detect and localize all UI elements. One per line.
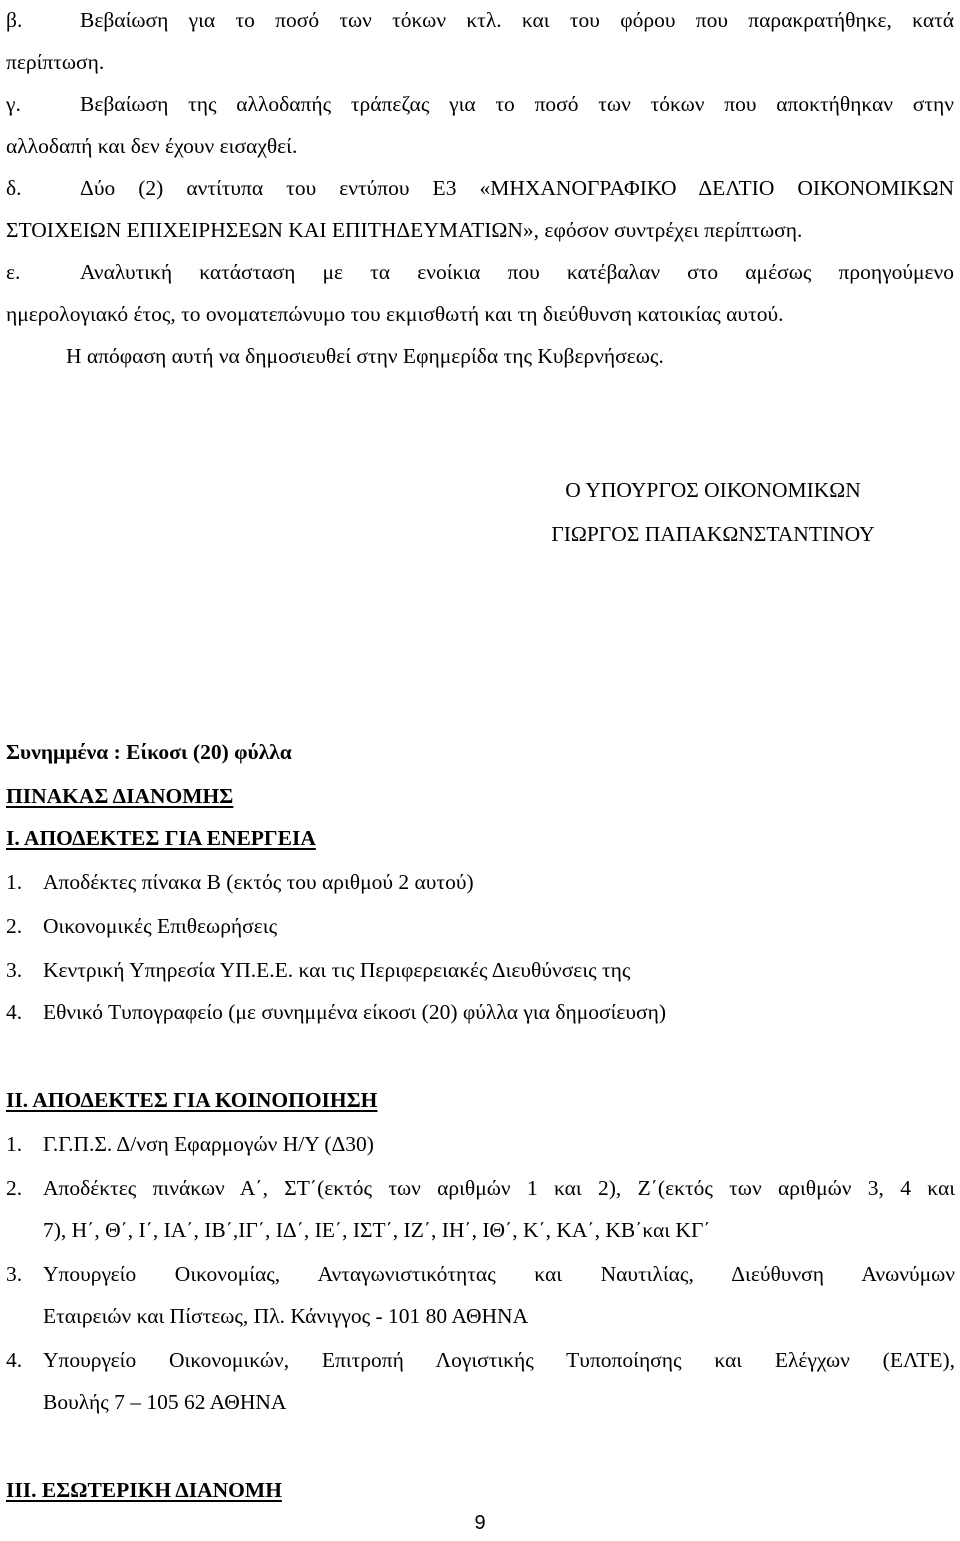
signature-title: Ο ΥΠΟΥΡΓΟΣ ΟΙΚΟΝΟΜΙΚΩΝ	[565, 478, 861, 502]
list-item: Εταιρειών και Πίστεως, Πλ. Κάνιγγος - 101 80 ΑΘΗΝΑ	[43, 1304, 529, 1328]
page-number: 9	[474, 1512, 486, 1534]
item-text: Αναλυτική κατάσταση με τα ενοίκια που κατέβαλαν στο αμέσως προηγούμενο	[80, 260, 954, 284]
list-number: 4.	[6, 1000, 23, 1024]
list-number: 3.	[6, 1262, 23, 1286]
item-marker: ε.	[6, 260, 21, 284]
list-item: Οικονομικές Επιθεωρήσεις	[43, 914, 278, 938]
item-text: αλλοδαπή και δεν έχουν εισαχθεί.	[6, 134, 298, 158]
item-text: Βεβαίωση της αλλοδαπής τράπεζας για το ποσό των τόκων που αποκτήθηκαν στην	[80, 92, 954, 116]
list-item: Αποδέκτες πινάκων Α΄, ΣΤ΄(εκτός των αριθμών 1 και 2), Ζ΄(εκτός των αριθμών 3, 4 και	[43, 1176, 955, 1200]
list-number: 1.	[6, 1132, 23, 1156]
section-heading: Ι. ΑΠΟΔΕΚΤΕΣ ΓΙΑ ΕΝΕΡΓΕΙΑ	[6, 826, 316, 850]
list-item: Εθνικό Τυπογραφείο (με συνημμένα είκοσι (20) φύλλα για δημοσίευση)	[43, 1000, 667, 1024]
list-item: Αποδέκτες πίνακα Β (εκτός του αριθμού 2 αυτού)	[43, 870, 474, 894]
list-item: Βουλής 7 – 105 62 ΑΘΗΝΑ	[43, 1390, 287, 1414]
item-text: περίπτωση.	[6, 50, 105, 74]
section-heading: ΙΙΙ. ΕΣΩΤΕΡΙΚΗ ΔΙΑΝΟΜΗ	[6, 1478, 282, 1502]
distribution-title: ΠΙΝΑΚΑΣ ΔΙΑΝΟΜΗΣ	[6, 784, 234, 808]
section-heading: ΙΙ. ΑΠΟΔΕΚΤΕΣ ΓΙΑ ΚΟΙΝΟΠΟΙΗΣΗ	[6, 1088, 378, 1112]
item-marker: δ.	[6, 176, 22, 200]
list-number: 3.	[6, 958, 23, 982]
signature-name: ΓΙΩΡΓΟΣ ΠΑΠΑΚΩΝΣΤΑΝΤΙΝΟΥ	[551, 522, 875, 546]
item-text: Δύο (2) αντίτυπα του εντύπου Ε3 «ΜΗΧΑΝΟΓΡΑΦΙΚΟ ΔΕΛΤΙΟ ΟΙΚΟΝΟΜΙΚΩΝ	[80, 176, 954, 200]
item-marker: β.	[6, 8, 23, 32]
list-item: Υπουργείο Οικονομίας, Ανταγωνιστικότητας και Ναυτιλίας, Διεύθυνση Ανωνύμων	[43, 1262, 955, 1286]
publication-clause: Η απόφαση αυτή να δημοσιευθεί στην Εφημερίδα της Κυβερνήσεως.	[66, 344, 664, 368]
list-number: 1.	[6, 870, 23, 894]
item-text: ημερολογιακό έτος, το ονοματεπώνυμο του εκμισθωτή και τη διεύθυνση κατοικίας αυτού.	[6, 302, 784, 326]
item-text: Βεβαίωση για το ποσό των τόκων κτλ. και του φόρου που παρακρατήθηκε, κατά	[80, 8, 954, 32]
item-marker: γ.	[6, 92, 21, 116]
list-number: 4.	[6, 1348, 23, 1372]
item-text: ΣΤΟΙΧΕΙΩΝ ΕΠΙΧΕΙΡΗΣΕΩΝ ΚΑΙ ΕΠΙΤΗΔΕΥΜΑΤΙΩΝ», εφόσον συντρέχει περίπτωση.	[6, 218, 803, 242]
attachments-note: Συνημμένα : Είκοσι (20) φύλλα	[6, 740, 292, 764]
list-number: 2.	[6, 1176, 23, 1200]
list-item: Γ.Γ.Π.Σ. Δ/νση Εφαρμογών Η/Υ (Δ30)	[43, 1132, 374, 1156]
list-number: 2.	[6, 914, 23, 938]
list-item: Υπουργείο Οικονομικών, Επιτροπή Λογιστικής Τυποποίησης και Ελέγχων (ΕΛΤΕ),	[43, 1348, 955, 1372]
list-item: Κεντρική Υπηρεσία ΥΠ.Ε.Ε. και τις Περιφερειακές Διευθύνσεις της	[43, 958, 631, 982]
list-item: 7), Η΄, Θ΄, Ι΄, ΙΑ΄, ΙΒ΄,ΙΓ΄, ΙΔ΄, ΙΕ΄, ΙΣΤ΄, ΙΖ΄, ΙΗ΄, ΙΘ΄, Κ΄, ΚΑ΄, ΚΒ΄και ΚΓ΄	[43, 1218, 711, 1242]
